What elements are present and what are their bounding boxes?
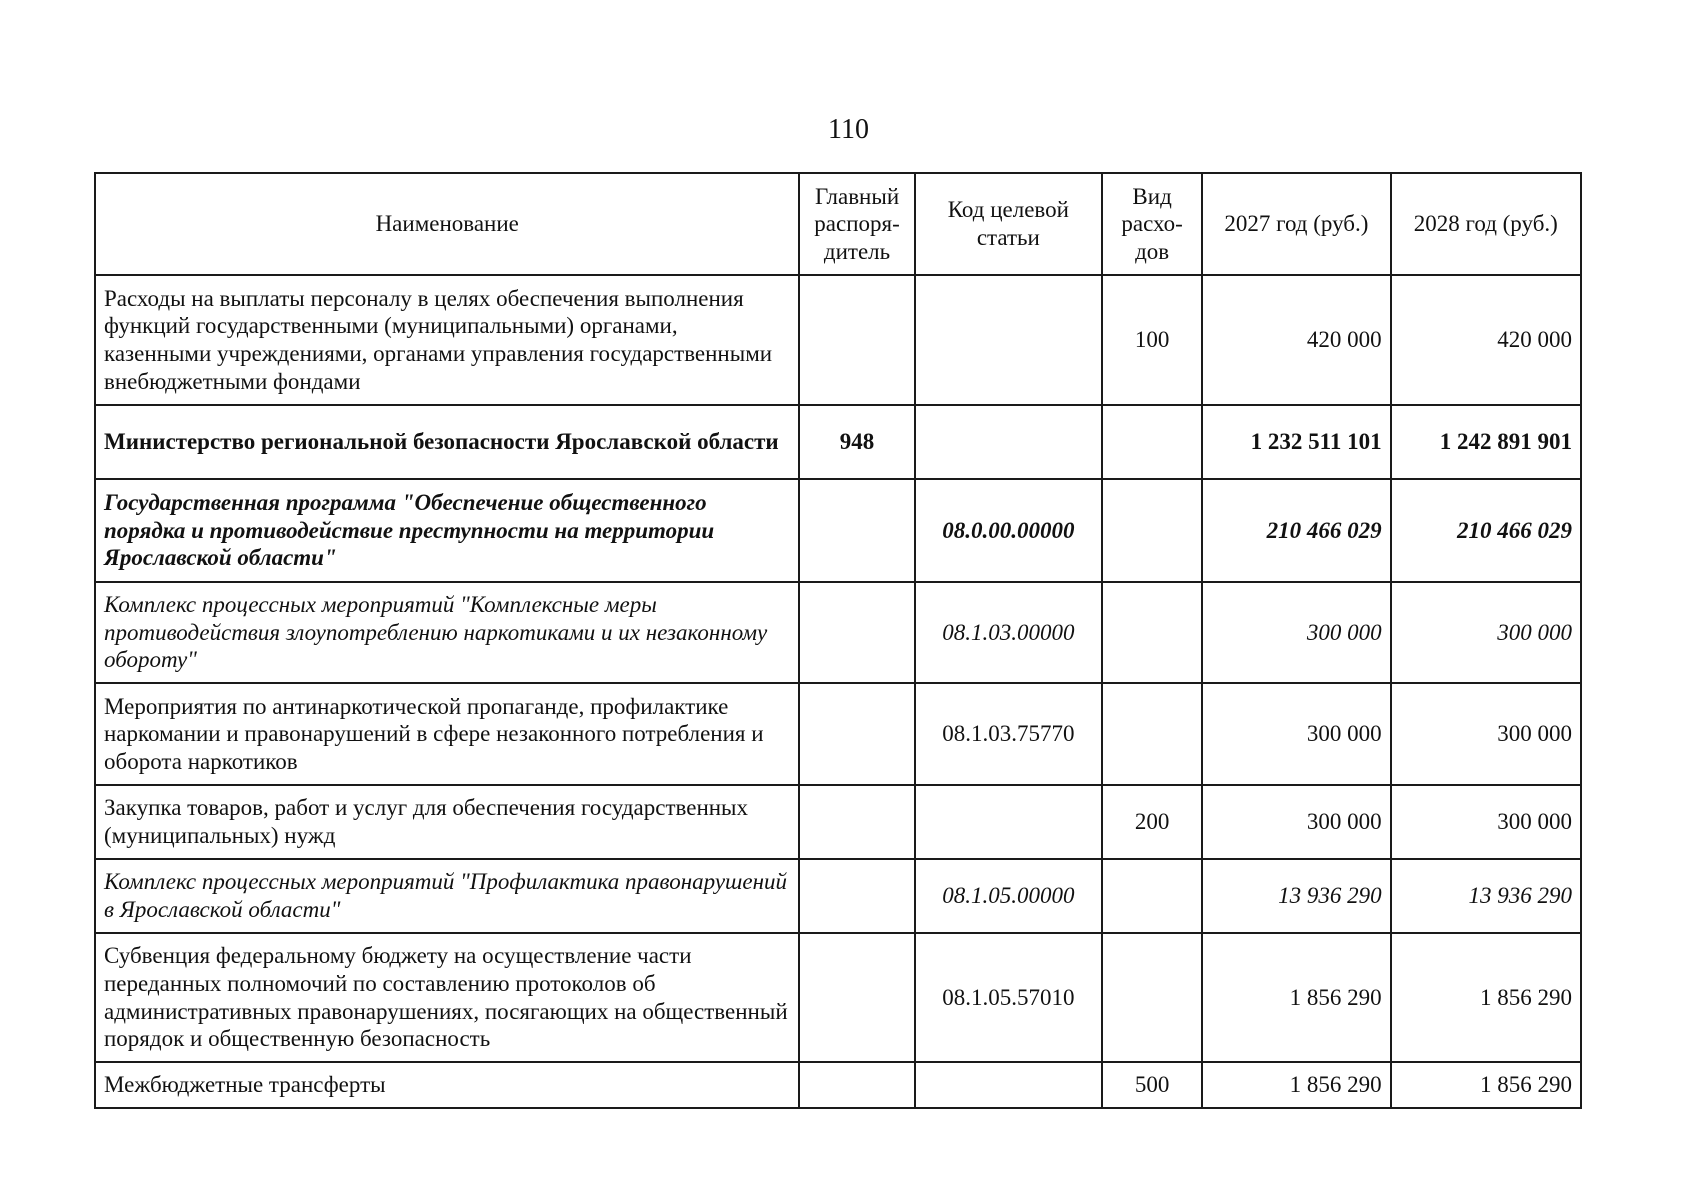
- row-code: 08.1.05.00000: [915, 859, 1102, 933]
- table-header-row: [95, 173, 1581, 275]
- table-row: [95, 1062, 1581, 1108]
- row-2028: 1 242 891 901: [1391, 405, 1581, 479]
- page-number: 110: [828, 114, 869, 145]
- row-2027: 300 000: [1202, 582, 1390, 683]
- row-code: 08.1.03.75770: [915, 683, 1102, 785]
- row-code: [915, 1062, 1102, 1108]
- table-row: [95, 859, 1581, 933]
- table-row: [95, 405, 1581, 479]
- row-name: Расходы на выплаты персоналу в целях обеспечения выполнения функций государственными (муниципальными) органами, казенными учреждениями, органами управления государственными внебюджетными фондами: [95, 275, 799, 405]
- row-name: Комплекс процессных мероприятий "Комплексные меры противодействия злоупотреблению наркотиками и их незаконному обороту": [95, 582, 799, 683]
- row-code: [915, 275, 1102, 405]
- row-2028: 300 000: [1391, 582, 1581, 683]
- row-type: [1102, 933, 1202, 1062]
- row-name: Межбюджетные трансферты: [95, 1062, 799, 1108]
- row-type: 500: [1102, 1062, 1202, 1108]
- row-name: Закупка товаров, работ и услуг для обеспечения государственных (муниципальных) нужд: [95, 785, 799, 859]
- row-type: [1102, 582, 1202, 683]
- row-type: [1102, 479, 1202, 582]
- row-2028: 420 000: [1391, 275, 1581, 405]
- header-target-code: Код целевой статьи: [915, 173, 1102, 275]
- row-2027: 300 000: [1202, 683, 1390, 785]
- row-type: 200: [1102, 785, 1202, 859]
- row-2027: 300 000: [1202, 785, 1390, 859]
- table-row: [95, 933, 1581, 1062]
- table-row: [95, 479, 1581, 582]
- row-manager: [799, 933, 914, 1062]
- row-2028: 13 936 290: [1391, 859, 1581, 933]
- row-name: Министерство региональной безопасности Ярославской области: [95, 405, 799, 479]
- table-row: [95, 582, 1581, 683]
- row-manager: [799, 275, 914, 405]
- row-2027: 1 856 290: [1202, 933, 1390, 1062]
- header-year-2027: 2027 год (руб.): [1202, 173, 1390, 275]
- row-manager: 948: [799, 405, 914, 479]
- row-2027: 13 936 290: [1202, 859, 1390, 933]
- row-2028: 1 856 290: [1391, 933, 1581, 1062]
- row-manager: [799, 479, 914, 582]
- row-type: [1102, 405, 1202, 479]
- header-name: Наименование: [95, 173, 799, 275]
- row-name: Государственная программа "Обеспечение общественного порядка и противодействие преступности на территории Ярославской области": [95, 479, 799, 582]
- row-manager: [799, 582, 914, 683]
- row-type: [1102, 683, 1202, 785]
- row-manager: [799, 785, 914, 859]
- table-row: [95, 785, 1581, 859]
- table-row: [95, 275, 1581, 405]
- row-2028: 300 000: [1391, 683, 1581, 785]
- row-code: [915, 405, 1102, 479]
- row-manager: [799, 683, 914, 785]
- row-name: Мероприятия по антинаркотической пропаганде, профилактике наркомании и правонарушений в сфере незаконного потребления и оборота наркотиков: [95, 683, 799, 785]
- row-2028: 300 000: [1391, 785, 1581, 859]
- row-name: Комплекс процессных мероприятий "Профилактика правонарушений в Ярославской области": [95, 859, 799, 933]
- row-name: Субвенция федеральному бюджету на осуществление части переданных полномочий по составлению протоколов об административных правонарушениях, посягающих на общественный порядок и общественную безопасность: [95, 933, 799, 1062]
- row-manager: [799, 859, 914, 933]
- row-2027: 210 466 029: [1202, 479, 1390, 582]
- row-code: 08.1.03.00000: [915, 582, 1102, 683]
- row-code: 08.0.00.00000: [915, 479, 1102, 582]
- row-type: 100: [1102, 275, 1202, 405]
- header-expense-type: Вид расхо-дов: [1102, 173, 1202, 275]
- row-2027: 1 856 290: [1202, 1062, 1390, 1108]
- budget-table: [94, 172, 1582, 1109]
- row-type: [1102, 859, 1202, 933]
- header-year-2028: 2028 год (руб.): [1391, 173, 1581, 275]
- row-2028: 210 466 029: [1391, 479, 1581, 582]
- row-manager: [799, 1062, 914, 1108]
- table-row: [95, 683, 1581, 785]
- header-chief-manager: Главный распоря-дитель: [799, 173, 914, 275]
- row-2028: 1 856 290: [1391, 1062, 1581, 1108]
- row-2027: 1 232 511 101: [1202, 405, 1390, 479]
- row-code: [915, 785, 1102, 859]
- row-2027: 420 000: [1202, 275, 1390, 405]
- row-code: 08.1.05.57010: [915, 933, 1102, 1062]
